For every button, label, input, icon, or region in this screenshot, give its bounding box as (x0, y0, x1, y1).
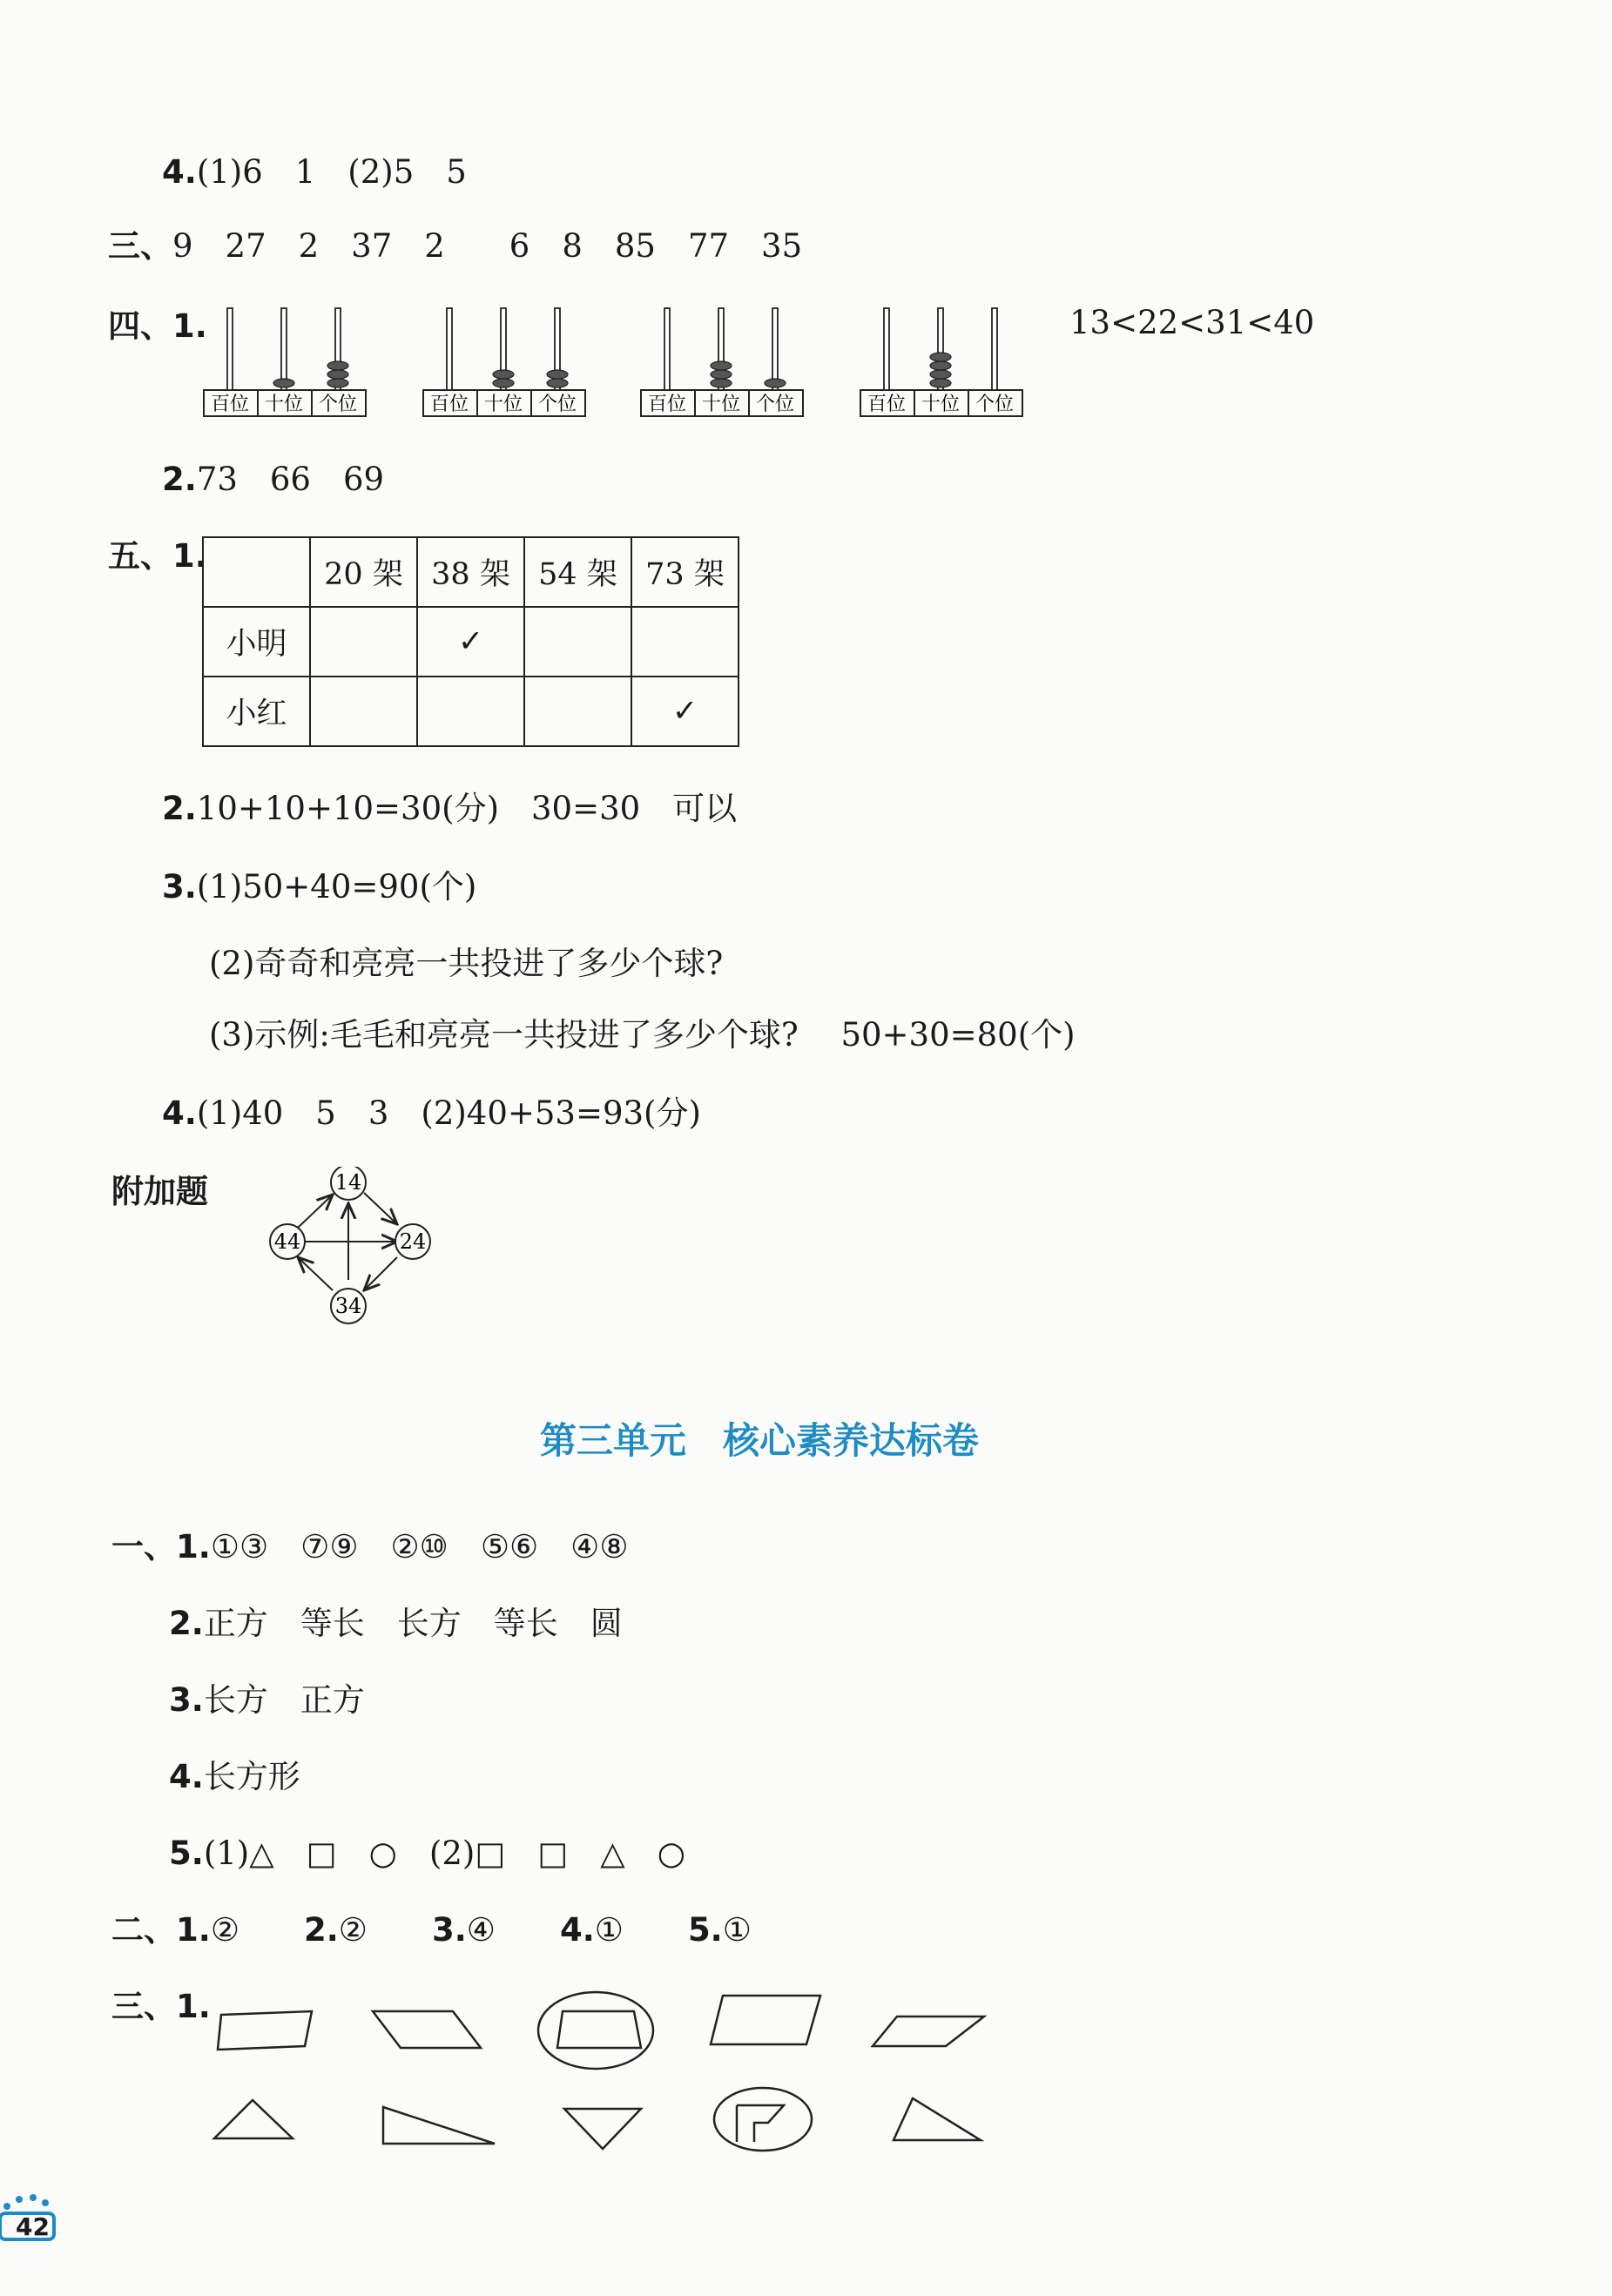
abacus-rod (884, 308, 889, 390)
answer-text: 正方 等长 长方 等长 圆 (203, 1605, 623, 1642)
answer-line-2 (162, 458, 384, 502)
abacus-31 (641, 308, 803, 416)
abacus-bead (711, 370, 732, 379)
splash-icon (3, 2194, 49, 2210)
answer-text: (1)50+40=90(个) (196, 868, 477, 906)
answer-line-4b (162, 1092, 701, 1135)
abacus-rod (227, 308, 233, 390)
answer-text: 长方形 (203, 1758, 300, 1795)
cycle-arrows (293, 1193, 397, 1290)
place-label: 百位 (867, 394, 907, 415)
table-header-cell: 54 架 (524, 537, 631, 607)
answer-text: ② (338, 1911, 368, 1949)
cycle-node-24 (395, 1224, 430, 1259)
table-cell (524, 677, 631, 746)
unit3-line-4 (169, 1755, 300, 1799)
abacus-bead (547, 379, 568, 387)
cycle-node-44 (270, 1224, 305, 1259)
abacus-rod (447, 308, 452, 390)
abacus-bead (930, 361, 951, 370)
place-label: 百位 (429, 394, 469, 415)
answer-text: 73 66 69 (196, 461, 385, 498)
abacus-bead (930, 353, 951, 361)
table-row (203, 677, 739, 746)
table-cell (524, 607, 631, 677)
row-name: 小红 (203, 677, 310, 746)
question-label: 5. (687, 1911, 723, 1949)
question-label: 3. (169, 1681, 204, 1719)
unit3-section-2 (111, 1909, 752, 1952)
abacus-rod (772, 308, 778, 390)
bonus-label (111, 1170, 208, 1214)
abacus-figures (192, 296, 1045, 427)
place-label: 个位 (318, 394, 358, 415)
question-label: 4. (169, 1758, 204, 1795)
answer-line-2b (162, 787, 737, 831)
cycle-node-14 (331, 1167, 366, 1200)
svg-text:14: 14 (334, 1170, 362, 1195)
section-5-label (108, 535, 207, 578)
abacus-bead (711, 361, 732, 370)
place-label: 十位 (483, 394, 523, 415)
table-header-cell (203, 537, 310, 607)
ordering-inequality: 13<22<31<40 (1069, 304, 1315, 341)
abacus-bead (327, 370, 348, 379)
section-label: 一、1. (111, 1528, 211, 1565)
table-cell (310, 677, 417, 746)
abacus-40 (860, 308, 1022, 416)
place-label: 百位 (647, 394, 687, 415)
abacus-bead (711, 379, 732, 387)
answer-line-3-2: (2)奇奇和亮亮一共投进了多少个球? (209, 945, 724, 982)
question-label: 5. (169, 1835, 204, 1872)
abacus-rod (992, 308, 997, 390)
question-label: 4. (162, 1094, 197, 1132)
answer-line-3-3: (3)示例:毛毛和亮亮一共投进了多少个球? 50+30=80(个) (209, 1016, 1076, 1054)
triangle-shape (214, 2100, 293, 2138)
svg-text:44: 44 (273, 1229, 301, 1254)
svg-text:24: 24 (399, 1229, 427, 1254)
shapes-figure (200, 1976, 1019, 2168)
abacus-bead (547, 370, 568, 379)
section-label: 二、1. (111, 1911, 211, 1949)
abacus-13 (204, 308, 366, 416)
section-label: 五、1. (108, 537, 207, 575)
section-label: 附加题 (111, 1173, 208, 1210)
answer-text: (1)6 1 (2)5 5 (196, 153, 467, 191)
page-number-badge (0, 2194, 61, 2243)
parallelogram-shape (711, 1996, 820, 2044)
question-label: 4. (162, 153, 197, 191)
triangle-shape (894, 2098, 981, 2140)
answer-text: 9 27 2 37 2 6 8 85 77 35 (172, 227, 803, 265)
abacus-rod (281, 308, 287, 390)
table-cell (631, 607, 739, 677)
table-cell: ✓ (631, 677, 739, 746)
answer-section-3 (108, 225, 802, 268)
page-number: 42 (16, 2212, 50, 2241)
section-label: 三、1. (111, 1988, 211, 2025)
question-label: 2. (162, 461, 197, 498)
answer-text: ①③ ⑦⑨ ②⑩ ⑤⑥ ④⑧ (210, 1528, 629, 1565)
answer-text: 10+10+10=30(分) 30=30 可以 (196, 790, 738, 827)
answer-text: ① (594, 1911, 624, 1949)
abacus-bead (327, 379, 348, 387)
question-label: 4. (559, 1911, 595, 1949)
question-label: 2. (303, 1911, 339, 1949)
polygon-in-oval-shape (714, 2088, 812, 2151)
answer-line-4 (162, 151, 467, 194)
question-label: 2. (169, 1605, 204, 1642)
section-label: 三、 (108, 227, 172, 265)
table-cell: ✓ (417, 607, 524, 677)
table-header-cell: 20 架 (310, 537, 417, 607)
abacus-22 (423, 308, 585, 416)
triangle-shape (564, 2109, 641, 2149)
answer-text: (1)△ □ ○ (2)□ □ △ ○ (203, 1835, 685, 1872)
answer-line-3 (162, 865, 476, 909)
abacus-bead (765, 379, 786, 387)
answer-text: ① (722, 1911, 752, 1949)
place-label: 百位 (210, 394, 250, 415)
section-label: 四、1. (108, 307, 207, 345)
abacus-rod (664, 308, 670, 390)
place-label: 十位 (264, 394, 304, 415)
abacus-bead (493, 370, 514, 379)
abacus-bead (930, 379, 951, 387)
question-label: 3. (162, 868, 197, 906)
place-label: 个位 (975, 394, 1015, 415)
table-cell (310, 607, 417, 677)
abacus-bead (930, 370, 951, 379)
place-label: 十位 (701, 394, 741, 415)
unit3-line-5 (169, 1832, 685, 1875)
triangle-shape (383, 2107, 495, 2144)
place-label: 个位 (755, 394, 795, 415)
table-header-row (203, 537, 739, 607)
number-cycle-diagram (258, 1167, 449, 1341)
place-label: 十位 (921, 394, 961, 415)
table-cell (417, 677, 524, 746)
place-label: 个位 (537, 394, 577, 415)
unit3-line-1 (111, 1525, 629, 1569)
cycle-node-34 (331, 1289, 366, 1323)
unit3-section-3 (111, 1985, 211, 2029)
table-header-cell: 73 架 (631, 537, 739, 607)
answer-text: 长方 正方 (203, 1681, 365, 1719)
parallelogram-shape (373, 2011, 481, 2048)
answer-text: ④ (466, 1911, 496, 1949)
answer-text: ② (210, 1911, 239, 1949)
table-row (203, 607, 739, 677)
unit-title: 第三单元 核心素养达标卷 (540, 1419, 980, 1462)
table-header-cell: 38 架 (417, 537, 524, 607)
parallelogram-shape (873, 2017, 984, 2046)
trapezoid-in-oval-shape (538, 1992, 653, 2069)
unit3-line-2 (169, 1602, 623, 1646)
question-label: 2. (162, 790, 197, 827)
tally-table (202, 536, 739, 747)
abacus-bead (273, 379, 294, 387)
abacus-bead (493, 379, 514, 387)
abacus-bead (327, 361, 348, 370)
question-label: 3. (431, 1911, 467, 1949)
answer-text: (1)40 5 3 (2)40+53=93(分) (196, 1094, 701, 1132)
parallelogram-shape (218, 2011, 312, 2050)
unit3-line-3 (169, 1679, 365, 1722)
row-name: 小明 (203, 607, 310, 677)
svg-text:34: 34 (334, 1294, 362, 1318)
